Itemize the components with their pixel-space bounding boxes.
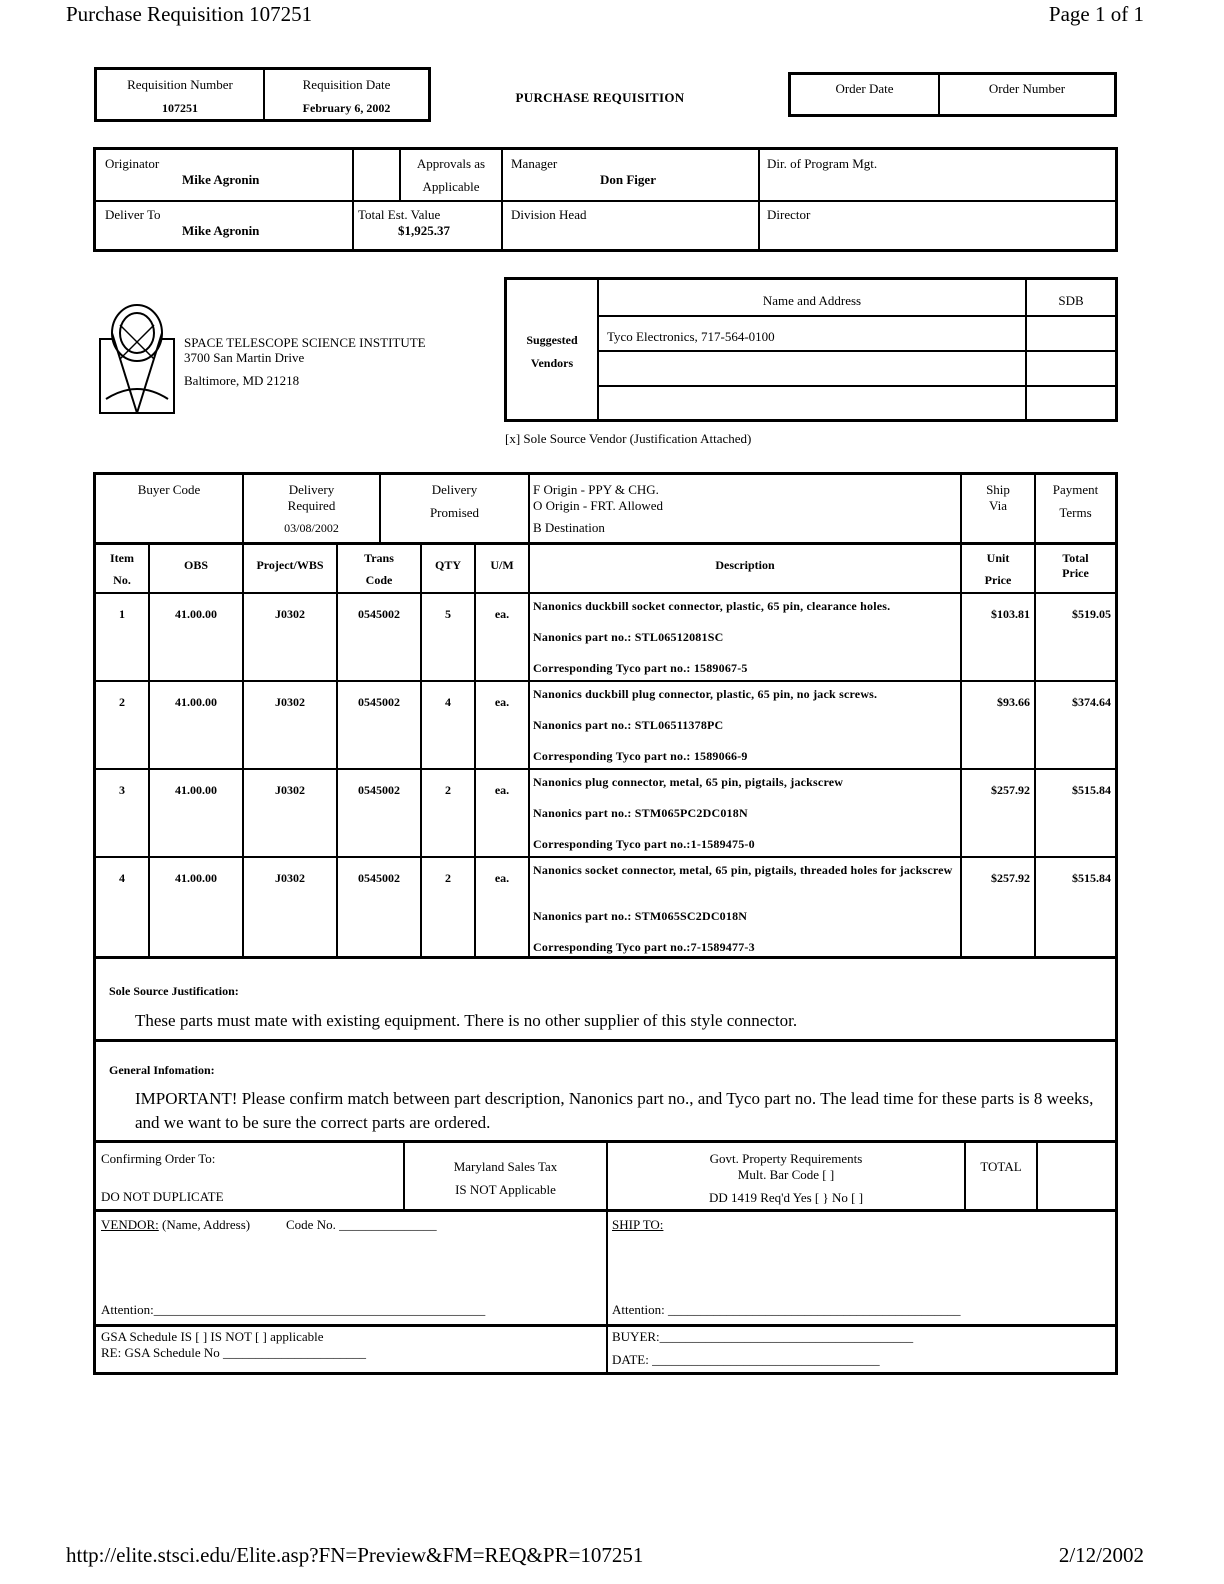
item-total-price: $519.05 <box>1072 607 1111 621</box>
do-not-duplicate: DO NOT DUPLICATE <box>101 1189 224 1204</box>
delivery-required-value: 03/08/2002 <box>284 521 339 535</box>
item-tyco-part: Corresponding Tyco part no.: 1589066-9 <box>533 749 748 763</box>
general-info-text: IMPORTANT! Please confirm match between part description, Nanonics part no., and Tyco part no. The lead time for these parts is 8 weeks, and we want to be sure the correct parts are ordered. <box>135 1089 1094 1132</box>
ship-to-attention: Attention: _____________________________________________ <box>612 1302 961 1317</box>
vendor-sdb-header: SDB <box>1058 293 1084 308</box>
item-trans: 0545002 <box>358 607 400 621</box>
institute-street: 3700 San Martin Drive <box>184 350 305 365</box>
ship-via-label-2: Via <box>989 498 1007 513</box>
item-tyco-part: Corresponding Tyco part no.: 1589067-5 <box>533 661 748 675</box>
item-um: ea. <box>494 607 510 621</box>
sales-tax-label: Maryland Sales Tax <box>453 1159 558 1174</box>
item-total-price: $515.84 <box>1072 783 1111 797</box>
buyer-line: BUYER:_______________________________________ <box>612 1329 914 1344</box>
item-trans: 0545002 <box>358 871 400 885</box>
page-footer-date: 2/12/2002 <box>1058 1543 1144 1567</box>
bottom-box <box>93 1140 1118 1375</box>
vendor-attention: Attention:___________________________________________________ <box>101 1302 486 1317</box>
vendor-name-header: Name and Address <box>762 293 862 308</box>
delivery-required-label-2: Required <box>287 498 336 513</box>
suggested-label-2: Vendors <box>530 356 574 370</box>
item-no: 4 <box>119 871 125 885</box>
originator-label: Originator <box>105 156 160 171</box>
col-unit-2: Price <box>984 573 1012 587</box>
col-project: Project/WBS <box>256 558 324 572</box>
total-label: TOTAL <box>980 1159 1022 1174</box>
general-info-box <box>93 1039 1118 1143</box>
justification-label: Sole Source Justification: <box>109 984 239 998</box>
order-box <box>788 72 1117 117</box>
date-line: DATE: ___________________________________ <box>612 1352 880 1367</box>
dd1419-required: DD 1419 Req'd Yes [ } No [ ] <box>708 1190 864 1205</box>
item-total-price: $515.84 <box>1072 871 1111 885</box>
gsa-schedule-no: RE: GSA Schedule No ______________________ <box>101 1345 367 1360</box>
item-tyco-part: Corresponding Tyco part no.:1-1589475-0 <box>533 837 755 851</box>
item-qty: 5 <box>445 607 451 621</box>
item-nanonics-part: Nanonics part no.: STM065SC2DC018N <box>533 909 748 923</box>
col-obs: OBS <box>183 558 208 572</box>
item-project: J0302 <box>275 695 305 709</box>
approvals-box <box>93 147 1118 252</box>
item-description: Nanonics duckbill socket connector, plastic, 65 pin, clearance holes. <box>533 599 891 613</box>
buyer-code-label: Buyer Code <box>137 482 201 497</box>
order-date-label: Order Date <box>835 81 894 96</box>
director-label: Director <box>767 207 811 222</box>
general-info-label: General Infomation: <box>109 1063 215 1077</box>
delivery-promised-label-2: Promised <box>429 505 480 520</box>
govt-property-label: Govt. Property Requirements <box>709 1151 863 1166</box>
manager-value: Don Figer <box>600 172 656 187</box>
vendor-section <box>101 1217 250 1233</box>
institute-name: SPACE TELESCOPE SCIENCE INSTITUTE <box>184 335 426 350</box>
confirming-order-label: Confirming Order To: <box>101 1151 216 1166</box>
approvals-label-2: Applicable <box>422 179 480 194</box>
originator-value: Mike Agronin <box>182 172 260 187</box>
item-unit-price: $257.92 <box>991 783 1030 797</box>
item-qty: 4 <box>445 695 451 709</box>
vendor-code-no: Code No. _______________ <box>286 1217 437 1232</box>
dir-program-label: Dir. of Program Mgt. <box>767 156 878 171</box>
vendor-label: VENDOR: <box>101 1217 159 1232</box>
item-project: J0302 <box>275 871 305 885</box>
sales-tax-status: IS NOT Applicable <box>455 1182 556 1197</box>
ship-via-label-1: Ship <box>986 482 1010 497</box>
delivery-promised-label-1: Delivery <box>431 482 478 497</box>
vendor-label-rest: (Name, Address) <box>158 1217 251 1232</box>
item-total-price: $374.64 <box>1072 695 1111 709</box>
form-title: PURCHASE REQUISITION <box>515 90 685 105</box>
col-total-1: Total <box>1062 551 1089 565</box>
item-no: 1 <box>119 607 125 621</box>
req-number-label: Requisition Number <box>127 77 233 92</box>
total-est-value: $1,925.37 <box>398 223 450 238</box>
justification-text: These parts must mate with existing equipment. There is no other supplier of this style connector. <box>135 1011 798 1030</box>
col-um: U/M <box>490 558 514 572</box>
item-nanonics-part: Nanonics part no.: STL06511378PC <box>533 718 724 732</box>
requisition-box <box>94 67 431 122</box>
deliver-to-label: Deliver To <box>105 207 161 222</box>
items-table <box>93 472 1118 959</box>
item-qty: 2 <box>445 871 451 885</box>
col-qty: QTY <box>434 558 461 572</box>
delivery-required-label-1: Delivery <box>288 482 335 497</box>
item-obs: 41.00.00 <box>175 783 217 797</box>
col-description: Description <box>715 558 775 572</box>
col-total-2: Price <box>1062 566 1089 580</box>
item-project: J0302 <box>275 783 305 797</box>
approvals-label-1: Approvals as <box>416 156 486 171</box>
vendor-row-1: Tyco Electronics, 717-564-0100 <box>607 329 775 344</box>
col-unit-1: Unit <box>986 551 1010 565</box>
item-obs: 41.00.00 <box>175 695 217 709</box>
suggested-label-1: Suggested <box>526 333 578 347</box>
item-description: Nanonics duckbill plug connector, plastic, 65 pin, no jack screws. <box>533 687 878 701</box>
sole-source-note: [x] Sole Source Vendor (Justification Attached) <box>505 431 752 446</box>
req-number: 107251 <box>162 101 198 115</box>
order-number-label: Order Number <box>988 81 1066 96</box>
item-unit-price: $257.92 <box>991 871 1030 885</box>
mult-bar-code: Mult. Bar Code [ ] <box>737 1167 835 1182</box>
item-unit-price: $93.66 <box>997 695 1030 709</box>
page-number: Page 1 of 1 <box>1048 2 1144 26</box>
item-um: ea. <box>494 695 510 709</box>
req-date-label: Requisition Date <box>302 77 391 92</box>
fob-origin-frt: O Origin - FRT. Allowed <box>533 498 664 513</box>
institute-city: Baltimore, MD 21218 <box>184 373 300 388</box>
item-project: J0302 <box>275 607 305 621</box>
item-nanonics-part: Nanonics part no.: STL06512081SC <box>533 630 724 644</box>
item-obs: 41.00.00 <box>175 607 217 621</box>
item-obs: 41.00.00 <box>175 871 217 885</box>
col-trans-1: Trans <box>364 551 394 565</box>
stsci-logo <box>98 303 178 415</box>
col-item-2: No. <box>113 573 131 587</box>
deliver-to-value: Mike Agronin <box>182 223 260 238</box>
item-um: ea. <box>494 871 510 885</box>
suggested-vendors-box <box>504 277 1118 422</box>
item-description: Nanonics plug connector, metal, 65 pin, pigtails, jackscrew <box>533 775 844 789</box>
division-head-label: Division Head <box>511 207 587 222</box>
justification-box <box>93 956 1118 1042</box>
payment-terms-label-2: Terms <box>1059 505 1092 520</box>
ship-to-label: SHIP TO: <box>612 1217 664 1232</box>
gsa-schedule: GSA Schedule IS [ ] IS NOT [ ] applicable <box>101 1329 324 1344</box>
item-tyco-part: Corresponding Tyco part no.:7-1589477-3 <box>533 940 755 954</box>
item-no: 3 <box>119 783 125 797</box>
page-header-title: Purchase Requisition 107251 <box>66 2 313 26</box>
item-description: Nanonics socket connector, metal, 65 pin, pigtails, threaded holes for jackscrew <box>533 863 953 877</box>
fob-destination: B Destination <box>533 520 605 535</box>
manager-label: Manager <box>511 156 558 171</box>
payment-terms-label-1: Payment <box>1052 482 1099 497</box>
item-um: ea. <box>494 783 510 797</box>
total-est-label: Total Est. Value <box>358 207 441 222</box>
item-no: 2 <box>119 695 125 709</box>
item-nanonics-part: Nanonics part no.: STM065PC2DC018N <box>533 806 748 820</box>
item-unit-price: $103.81 <box>991 607 1030 621</box>
item-qty: 2 <box>445 783 451 797</box>
req-date: February 6, 2002 <box>302 101 391 115</box>
col-item-1: Item <box>110 551 134 565</box>
item-trans: 0545002 <box>358 695 400 709</box>
item-trans: 0545002 <box>358 783 400 797</box>
fob-origin-ppy: F Origin - PPY & CHG. <box>533 482 659 497</box>
page-footer-url: http://elite.stsci.edu/Elite.asp?FN=Preview&FM=REQ&PR=107251 <box>66 1543 644 1567</box>
col-trans-2: Code <box>365 573 393 587</box>
